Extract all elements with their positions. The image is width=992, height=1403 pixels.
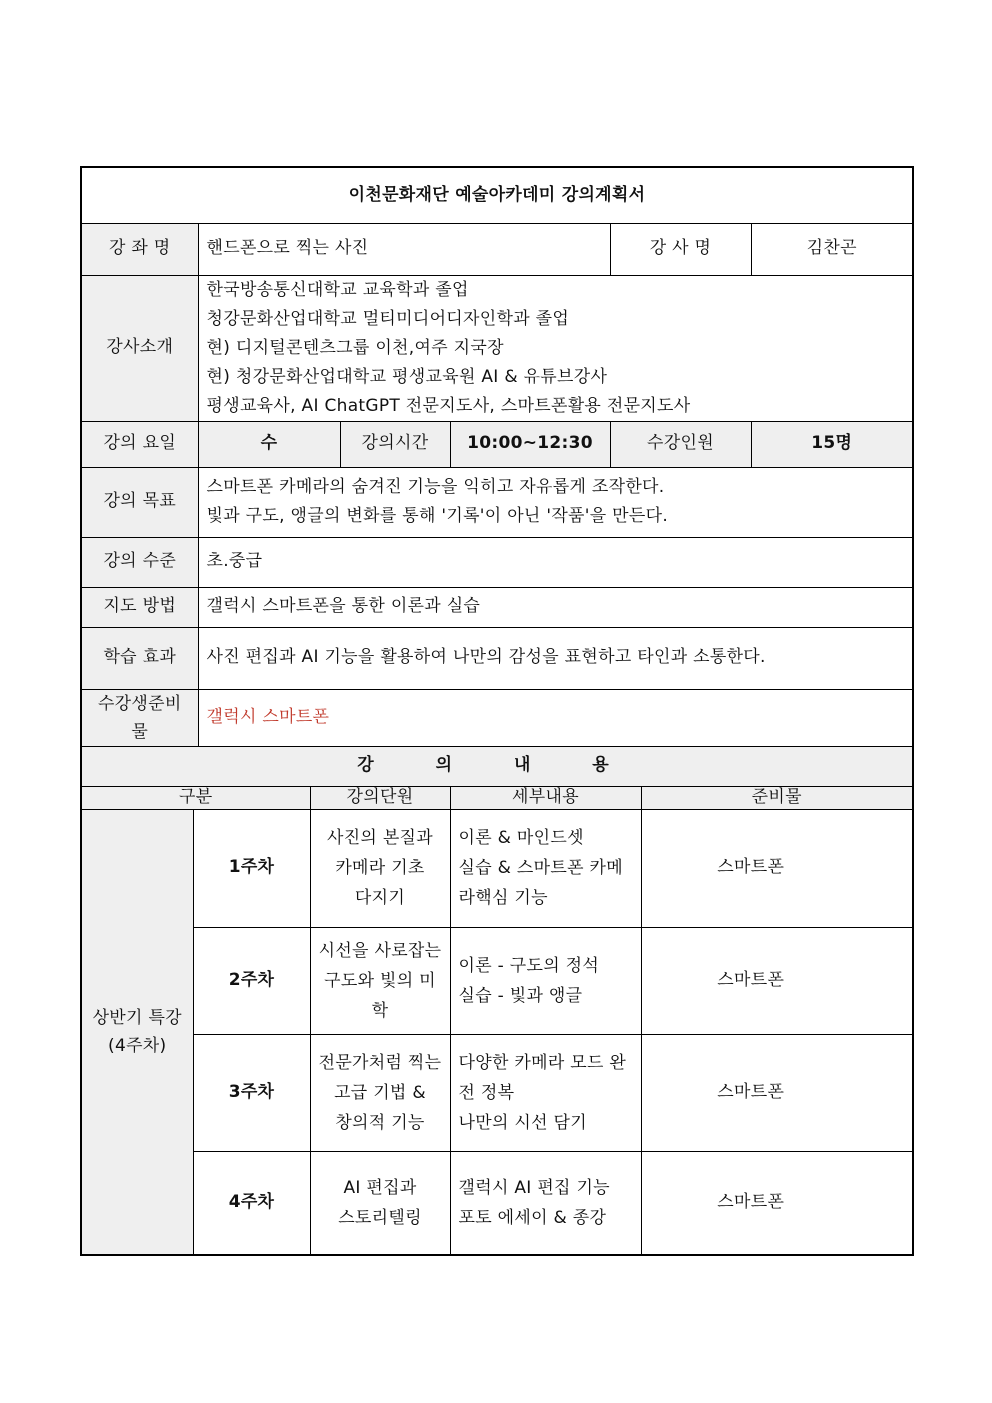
method-value: 갤럭시 스마트폰을 통한 이론과 실습 <box>198 587 913 627</box>
col-header-detail: 세부내용 <box>450 786 641 809</box>
intro-label: 강사소개 <box>81 275 198 421</box>
prep-label <box>81 689 198 746</box>
instructor-intro <box>198 275 913 421</box>
detail-line: 이론 & 마인드셋 <box>458 828 584 848</box>
week-detail <box>450 809 641 927</box>
col-header-material: 준비물 <box>641 786 913 809</box>
day-value: 수 <box>198 421 340 467</box>
week-unit <box>310 1151 450 1255</box>
capacity-value: 15명 <box>751 421 913 467</box>
unit-line: 카메라 기초 <box>335 858 425 878</box>
unit-line: 창의적 기능 <box>335 1112 425 1133</box>
week-unit <box>310 927 450 1034</box>
unit-line: 다지기 <box>354 888 406 908</box>
day-label: 강의 요일 <box>81 421 198 467</box>
week-label: 1주차 <box>193 809 310 927</box>
week-detail <box>450 1151 641 1255</box>
week-material: 스마트폰 <box>641 1034 913 1151</box>
content-header: 강 의 내 용 <box>81 746 913 786</box>
lecture-plan-table <box>80 166 914 1256</box>
week-label: 2주차 <box>193 927 310 1034</box>
detail-line: 실습 & 스마트폰 카메라핵심 기능 <box>458 858 623 908</box>
prep-value: 갤럭시 스마트폰 <box>198 689 913 746</box>
detail-line: 이론 - 구도의 정석 <box>458 955 600 976</box>
prep-label-line: 물 <box>131 721 149 742</box>
week-detail <box>450 927 641 1034</box>
detail-line: 다양한 카메라 모드 완전 정복 <box>458 1052 627 1103</box>
week-label: 3주차 <box>193 1034 310 1151</box>
group-label <box>81 809 193 1255</box>
week-unit <box>310 809 450 927</box>
level-value: 초.중급 <box>198 537 913 587</box>
unit-line: 전문가처럼 찍는 <box>318 1052 442 1073</box>
level-label: 강의 수준 <box>81 537 198 587</box>
intro-line: 평생교육사, AI ChatGPT 전문지도사, 스마트폰활용 전문지도사 <box>206 395 691 416</box>
unit-line: 스토리텔링 <box>338 1207 422 1228</box>
instructor-name: 김찬곤 <box>751 223 913 275</box>
effect-value: 사진 편집과 AI 기능을 활용하여 나만의 감성을 표현하고 타인과 소통한다. <box>198 627 913 689</box>
week-material: 스마트폰 <box>641 1151 913 1255</box>
goal-line: 스마트폰 카메라의 숨겨진 기능을 익히고 자유롭게 조작한다. <box>206 477 665 497</box>
intro-line: 한국방송통신대학교 교육학과 졸업 <box>206 279 469 300</box>
week-unit <box>310 1034 450 1151</box>
unit-line: 시선을 사로잡는 <box>318 940 442 961</box>
unit-line: 사진의 본질과 <box>326 828 434 848</box>
unit-line: AI 편집과 <box>343 1177 417 1198</box>
group-label-line: (4주차) <box>108 1035 167 1056</box>
prep-label-line: 수강생준비 <box>97 693 182 714</box>
col-header-category: 구분 <box>81 786 310 809</box>
intro-line: 청강문화산업대학교 멀티미디어디자인학과 졸업 <box>206 308 570 329</box>
week-label: 4주차 <box>193 1151 310 1255</box>
capacity-label: 수강인원 <box>610 421 751 467</box>
method-label: 지도 방법 <box>81 587 198 627</box>
intro-line: 현) 청강문화산업대학교 평생교육원 AI & 유튜브강사 <box>206 366 608 387</box>
col-header-unit: 강의단원 <box>310 786 450 809</box>
week-detail <box>450 1034 641 1151</box>
detail-line: 나만의 시선 담기 <box>458 1112 587 1133</box>
course-goal <box>198 467 913 537</box>
course-label: 강 좌 명 <box>81 223 198 275</box>
course-name: 핸드폰으로 찍는 사진 <box>198 223 610 275</box>
week-material: 스마트폰 <box>641 927 913 1034</box>
effect-label: 학습 효과 <box>81 627 198 689</box>
time-label: 강의시간 <box>340 421 450 467</box>
goal-label: 강의 목표 <box>81 467 198 537</box>
detail-line: 실습 - 빛과 앵글 <box>458 985 583 1006</box>
unit-line: 고급 기법 & <box>334 1082 426 1103</box>
detail-line: 갤럭시 AI 편집 기능 <box>458 1177 610 1198</box>
unit-line: 구도와 빛의 미학 <box>324 970 436 1021</box>
page-title: 이천문화재단 예술아카데미 강의계획서 <box>81 167 913 223</box>
intro-line: 현) 디지털콘텐츠그룹 이천,여주 지국장 <box>206 337 504 358</box>
time-value: 10:00~12:30 <box>450 421 610 467</box>
goal-line: 빛과 구도, 앵글의 변화를 통해 '기록'이 아닌 '작품'을 만든다. <box>206 506 669 526</box>
detail-line: 포토 에세이 & 종강 <box>458 1207 607 1228</box>
week-material: 스마트폰 <box>641 809 913 927</box>
instructor-label: 강 사 명 <box>610 223 751 275</box>
group-label-line: 상반기 특강 <box>92 1007 182 1028</box>
